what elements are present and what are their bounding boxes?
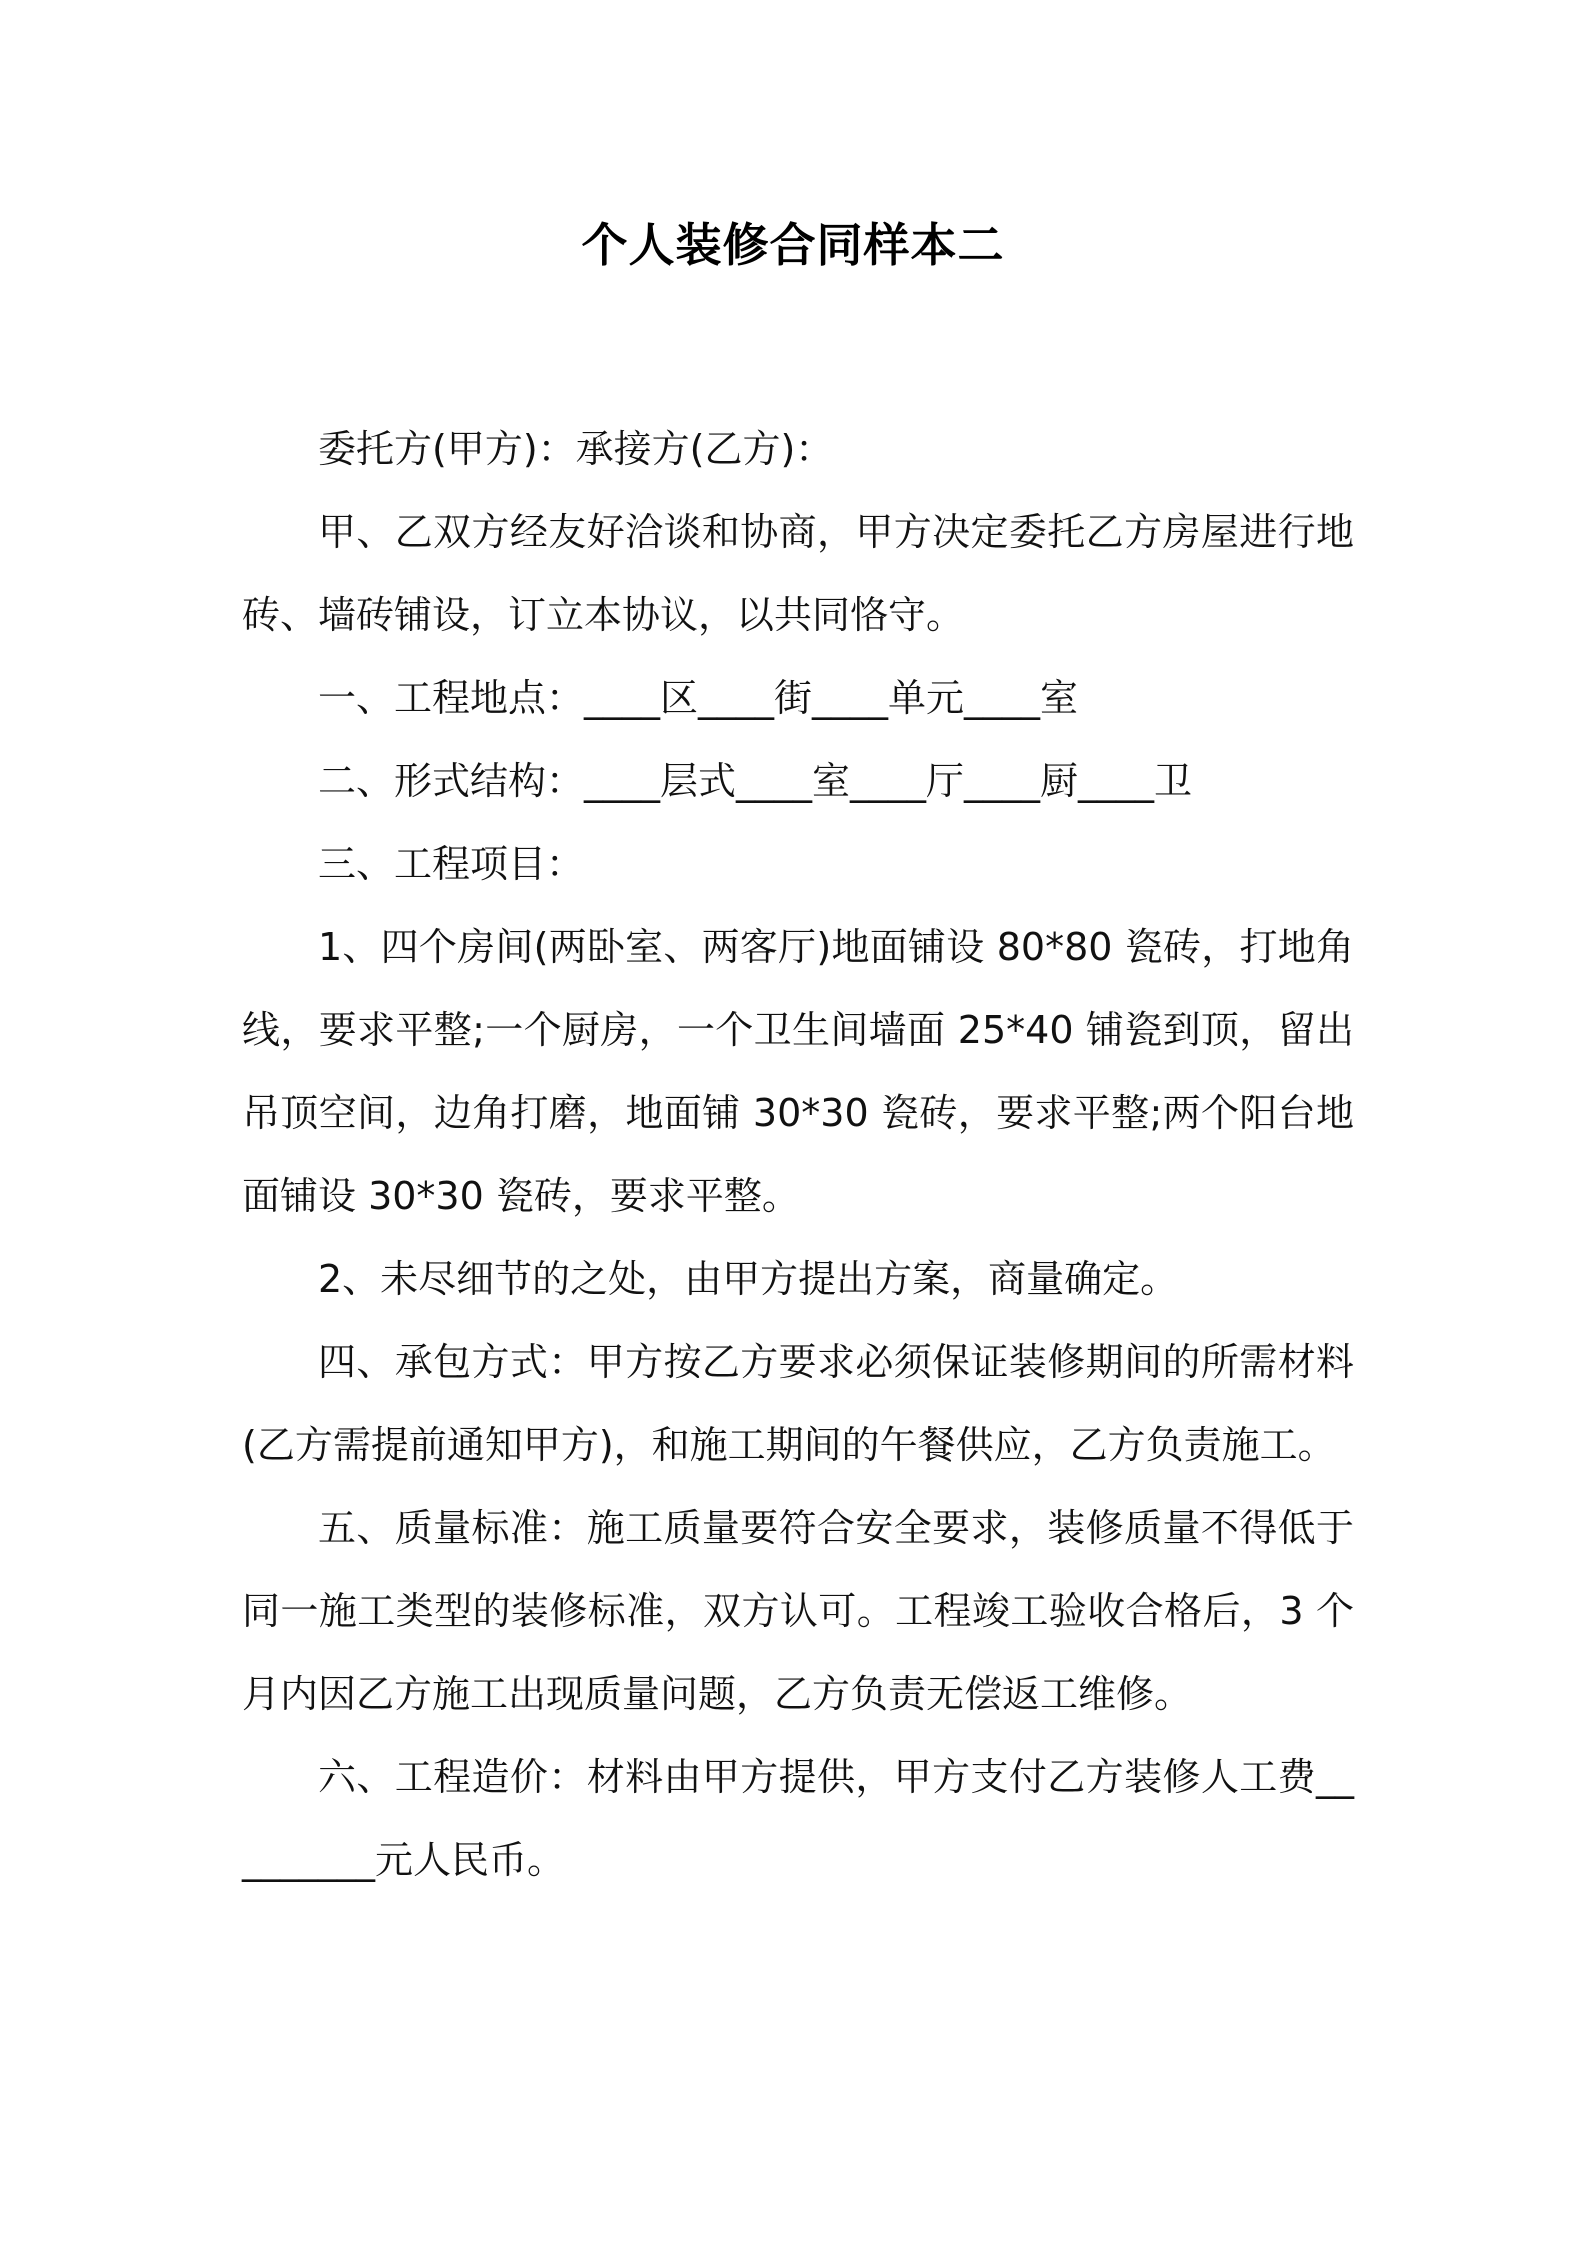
project-item-2: 2、未尽细节的之处，由甲方提出方案，商量确定。 <box>318 1257 1179 1301</box>
clause-contracting-method: 四、承包方式：甲方按乙方要求必须保证装修期间的所需材料(乙方需提前通知甲方)，和施工期间的午餐供应，乙方负责施工。 <box>242 1340 1354 1467</box>
clause-project-cost: 六、工程造价：材料由甲方提供，甲方支付乙方装修人工费_________元人民币。 <box>242 1755 1354 1882</box>
document-body <box>242 408 1354 1902</box>
document-title: 个人装修合同样本二 <box>581 218 1005 272</box>
clause-project-location: 一、工程地点：____区____街____单元____室 <box>318 676 1079 720</box>
project-item-1: 1、四个房间(两卧室、两客厅)地面铺设 80*80 瓷砖，打地角线，要求平整;一个厨房，一个卫生间墙面 25*40 铺瓷到顶，留出吊顶空间，边角打磨，地面铺 30*30 瓷砖，要求平整;两个阳台地面铺设 30*30 瓷砖，要求平整。 <box>242 925 1354 1218</box>
clause-structure-form: 二、形式结构：____层式____室____厅____厨____卫 <box>318 759 1193 803</box>
clause-quality-standard: 五、质量标准：施工质量要符合安全要求，装修质量不得低于同一施工类型的装修标准，双方认可。工程竣工验收合格后，3 个月内因乙方施工出现质量问题，乙方负责无偿返工维修。 <box>242 1506 1354 1716</box>
parties-line: 委托方(甲方)：承接方(乙方)： <box>318 427 834 471</box>
preamble-paragraph: 甲、乙双方经友好洽谈和协商，甲方决定委托乙方房屋进行地砖、墙砖铺设，订立本协议，以共同恪守。 <box>242 510 1354 637</box>
clause-project-items-heading: 三、工程项目： <box>318 842 585 886</box>
